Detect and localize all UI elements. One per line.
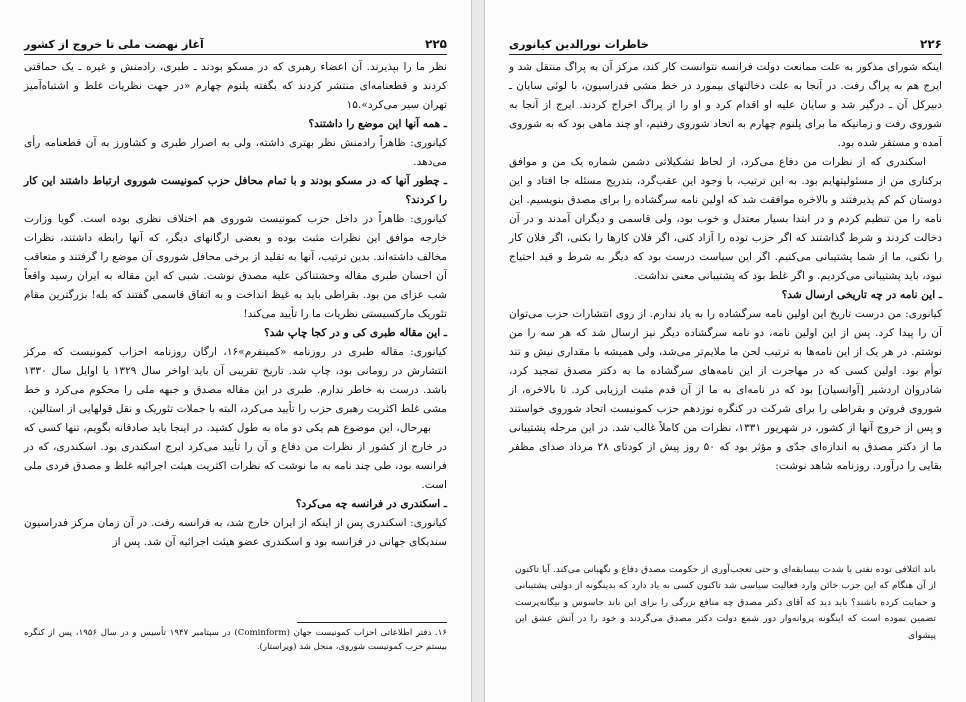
paragraph: اسکندری که از نظرات من دفاع می‌کرد، از لحاظ تشکیلاتی دشمن شماره یک من و موافق برکناری من از مسئولیتهایم بود. به این ترتیب، با وجود این عقب‌گرد، بتدریج مسئله جا افتاد و این دوستان کم کم پذیرفتند و بالاخره موافقت شد که اولین نامه سرگشاده را برای مصدق بنویسیم. این نامه را من تنظیم کردم و در ابتدا بسیار معتدل و خوب بود، ولی قاسمی و دیگران آمدند و در آن دخالت کردند و شرط گذاشتند که اگر حزب توده را آزاد کنی، اگر فلان کارها را بکنی، اگر فلان کار را نکنی، ما از شما پشتیبانی می‌کنیم. اگر این سیاست درست بود که دیگر به شرط و قید احتیاج نبود، باید پشتیبانی می‌کردیم. و اگر غلط بود که پشتیبانی معنی نداشت. bbox=[509, 156, 942, 282]
paragraph: کیانوری: ظاهراً در داخل حزب کمونیست شوروی هم اختلاف نظری بوده است. گویا وزارت خارجه موافق این نظرات مثبت بوده و بعضی ارگانهای دیگر، که آنها رابطه داشتند، نظرات مخالف داشته‌اند. بدین ترتیب، آنها به تقلید از برخی محافل شوروی آن موضع را گرفتند و متعاقب آن احسان طبری مقاله وحشتناکی علیه مصدق نوشت. شبی که این مقاله به ایران رسید واقعاً شب عزای من بود. بقراطی باید به غیظ انداخت و به اتفاق قاسمی گفتند که بله! بزرگترین مقام تئوریک مارکسیستی نظریات ما را تأیید می‌کند! bbox=[24, 213, 447, 320]
paragraph: بهرحال، این موضوع هم یکی دو ماه به طول کشید. در اینجا باید صادقانه بگویم، تنها کسی که در خارج از کشور از نظرات من دفاع و آن را تأیید می‌کرد ایرج اسکندری بود. اسکندری، که در فرانسه بود، طی چند نامه به ما نوشت که نظرات اکثریت هیئت اجرائیه غلط و مصدق فردی ملی است. bbox=[24, 422, 447, 491]
question: ـ اسکندری در فرانسه چه می‌کرد؟ bbox=[295, 498, 447, 510]
footnote-text: ۱۶. دفتر اطلاعاتی احزاب کمونیست جهان (Cominform) در سپتامبر ۱۹۴۷ تأسیس و در سال ۱۹۵۶، پس از کنگره بیستم حزب کمونیست شوروی، منحل شد (ویراستار). bbox=[24, 628, 448, 652]
page-body bbox=[509, 58, 942, 476]
right-page bbox=[484, 0, 966, 702]
question: ـ این نامه در چه تاریخی ارسال شد؟ bbox=[781, 289, 942, 301]
page-body bbox=[24, 58, 447, 552]
quote-text: باند ائتلافی توده نفتی با شدت بیسابقه‌ای و حتی تعجب‌آوری از حکومت مصدق دفاع و نگهبانی می‌کند. آیا تاکنون از آن هنگام که این حزب خائن وارد فعالیت سیاسی شد تاکنون کسی به یاد دارد که بدینگونه از دولتی پشتیبانی و حمایت کرده باشند؟ باید دید که آقای دکتر مصدق چه منافع بزرگی را برای این باند جاسوس و بیگانه‌پرست تضمین نموده است که اینگونه پروانه‌وار دور شمع دولت دکتر مصدق می‌گردند و خود را در آتش عشق این پیشوای bbox=[515, 564, 936, 641]
block-quote bbox=[515, 562, 936, 644]
paragraph: کیانوری: من درست تاریخ این اولین نامه سرگشاده را به یاد ندارم. از روی انتشارات حزب می‌توان آن را پیدا کرد. پس از این اولین نامه، دو نامه سرگشاده دیگر نیز ارسال شد که هر سه را من نوشتم. در هر یک از این نامه‌ها به ترتیب لحن ما ملایم‌تر می‌شد، ولی همیشه با مقداری نیش و تند توأم بود. اولین کسی که در مهاجرت از این نامه‌های سرگشاده ما به دکتر مصدق تمجید کرد، شادروان اردشیر [آوانسیان] بود که در نامه‌ای به ما از آن قدم مثبت ارزیابی کرد. تا بالاخره، از شوروی فروتن و بقراطی را برای شرکت در کنگره نوزدهم حزب کمونیست اتحاد شوروی خواستند و پس از خروج آنها از کشور، در شهریور ۱۳۳۱، نظرات من کاملاً غالب شد. در این مرحله پشتیبانی ما از دکتر مصدق به اندازه‌ای جدّی و مؤثر بود که ۵۰ روز پیش از کودتای ۲۸ مرداد صدای مظفر بقایی را درآورد. روزنامه شاهد نوشت: bbox=[509, 308, 942, 472]
paragraph: اینکه شورای مذکور به علت ممانعت دولت فرانسه نتوانست کار کند، مرکز آن به پراگ منتقل شد و ایرج هم به پراگ رفت. در آنجا به علت دخالتهای بیمورد در خط مشی فدراسیون، با لوئی سایان ـ دبیرکل آن ـ درگیر شد و سایان علیه او اقدام کرد و او را از پراگ اخراج کردند. ایرج از آنجا به شوروی رفت و زمانیکه ما برای پلنوم چهارم به اتحاد شوروی رفتیم، او چند ماهی بود که به شوروی آمده و مستقر شده بود. bbox=[509, 61, 942, 149]
footnote bbox=[24, 626, 447, 654]
question: ـ چطور آنها که در مسکو بودند و با تمام محافل حزب کمونیست شوروی ارتباط داشتند این کار را کردند؟ bbox=[24, 175, 447, 206]
running-title: آغاز نهضت ملی تا خروج از کشور bbox=[24, 38, 204, 51]
left-page bbox=[0, 0, 472, 702]
page-header bbox=[509, 30, 942, 55]
paragraph: کیانوری: مقاله طبری در روزنامه «کمینفرم»۱۶، ارگان روزنامه احزاب کمونیست که مرکز انتشارش در رومانی بود، چاپ شد. تاریخ تقریبی آن باید اواخر سال ۱۳۲۹ یا اوایل سال ۱۳۳۰ باشد. درست به خاطر ندارم. طبری در این مقاله مصدق و جبهه ملی را محکوم می‌کرد و خط مشی غلط اکثریت رهبری حزب را تأیید می‌کرد، البته با جملات تئوریک و نقل قولهایی از استالین. bbox=[24, 346, 448, 415]
page-number: ۲۲۶ bbox=[920, 37, 942, 51]
paragraph: نظر ما را بپذیرند. آن اعضاء رهبری که در مسکو بودند ـ طبری، رادمنش و غیره ـ یک حماقتی کردند و قطعنامه‌ای منتشر کردند که بگفته پلنوم چهارم «در جهت نظریات غلط و اشتباه‌آمیز تهران سیر می‌کرد».۱۵ bbox=[24, 61, 447, 111]
footnote-divider bbox=[297, 622, 447, 623]
page-number: ۲۲۵ bbox=[425, 37, 447, 51]
paragraph: کیانوری: ظاهراً رادمنش نظر بهتری داشته، ولی به اصرار طبری و کشاورز به آن قطعنامه رأی می‌دهد. bbox=[24, 137, 447, 168]
page-header bbox=[24, 30, 447, 55]
question: ـ همه آنها این موضع را داشتند؟ bbox=[308, 118, 447, 130]
paragraph: کیانوری: اسکندری پس از اینکه از ایران خارج شد، به فرانسه رفت. در آن زمان مرکز فدراسیون سندیکای جهانی در فرانسه بود و اسکندری عضو هیئت اجرائیه آن شد. پس از bbox=[24, 517, 447, 548]
running-title: خاطرات نورالدین کیانوری bbox=[509, 38, 649, 51]
question: ـ این مقاله طبری کی و در کجا چاپ شد؟ bbox=[264, 327, 447, 339]
